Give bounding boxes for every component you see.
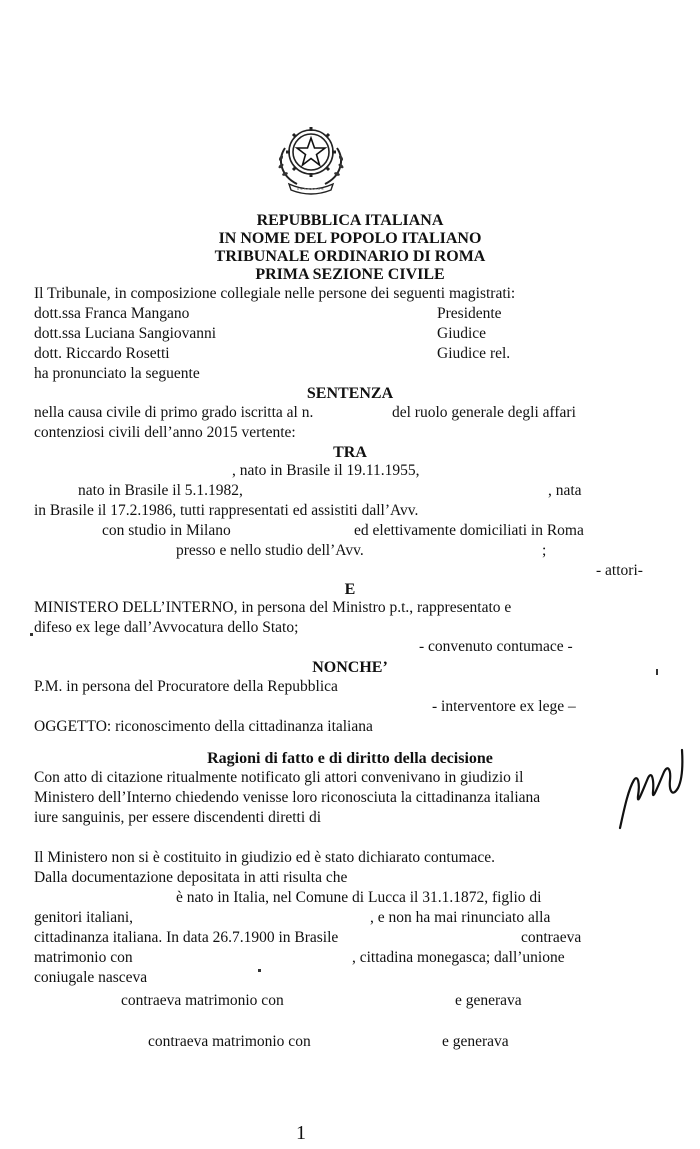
case-line: del ruolo generale degli affari [392,404,576,421]
party-line: con studio in Milano [102,522,231,539]
body-line: Il Ministero non si è costituito in giudizio ed è stato dichiarato contumace. [34,849,496,866]
oggetto-line: OGGETTO: riconoscimento della cittadinanza italiana [34,718,373,735]
body-line: , e non ha mai rinunciato alla [370,909,551,926]
body-line: cittadinanza italiana. In data 26.7.1900 in Brasile [34,929,339,946]
ministero-line: difeso ex lege dall’Avvocatura dello Stato; [34,619,299,636]
party-line: in Brasile il 17.2.1986, tutti rappresentati ed assistiti dall’Avv. [34,502,419,519]
intro-text: Il Tribunale, in composizione collegiale nelle persone dei seguenti magistrati: [34,285,516,302]
party-line: , nato in Brasile il 19.11.1955, [232,462,420,479]
italian-republic-emblem-icon [267,118,355,198]
judge-role: Giudice rel. [437,345,511,362]
ministero-line: MINISTERO DELL’INTERNO, in persona del Ministro p.t., rappresentato e [34,599,512,616]
tra-title: TRA [333,444,367,461]
handwritten-initials [612,740,687,840]
e-title: E [344,581,356,598]
judge-name: dott.ssa Franca Mangano [34,305,190,322]
scan-speck [30,633,33,636]
judge-name: dott.ssa Luciana Sangiovanni [34,325,217,342]
judge-role: Giudice [437,325,487,342]
nonche-title: NONCHE’ [312,659,388,676]
body-line: e generava [455,992,522,1009]
party-line: , nata [548,482,582,499]
header-sezione: PRIMA SEZIONE CIVILE [255,266,445,283]
case-line: nella causa civile di primo grado iscritta al n. [34,404,314,421]
party-line: ed elettivamente domiciliati in Roma [354,522,584,539]
body-line: iure sanguinis, per essere discendenti diretti di [34,809,322,826]
body-line: , cittadina monegasca; dall’unione [352,949,565,966]
body-line: genitori italiani, [34,909,134,926]
judge-role: Presidente [437,305,502,322]
body-line: coniugale nasceva [34,969,148,986]
scan-speck [258,969,261,972]
sentenza-title: SENTENZA [306,385,394,402]
body-line: Con atto di citazione ritualmente notificato gli attori convenivano in giudizio il [34,769,524,786]
body-line: contraeva [521,929,582,946]
party-line: nato in Brasile il 5.1.1982, [78,482,243,499]
party-line: ; [542,542,547,559]
pm-role: - interventore ex lege – [432,698,576,715]
header-tribunale: TRIBUNALE ORDINARIO DI ROMA [214,248,486,265]
pm-line: P.M. in persona del Procuratore della Repubblica [34,678,338,695]
scan-speck [656,669,658,675]
body-line: Dalla documentazione depositata in atti risulta che [34,869,348,886]
header-popolo: IN NOME DEL POPOLO ITALIANO [218,230,482,247]
ministero-role: - convenuto contumace - [419,638,573,655]
body-line: contraeva matrimonio con [148,1033,311,1050]
party-line: presso e nello studio dell’Avv. [176,542,364,559]
ragioni-title: Ragioni di fatto e di diritto della decisione [207,750,493,767]
body-line: Ministero dell’Interno chiedendo venisse loro riconosciuta la cittadinanza italiana [34,789,541,806]
header-republic: REPUBBLICA ITALIANA [256,212,444,229]
pronounced-text: ha pronunciato la seguente [34,365,200,382]
case-line: contenziosi civili dell’anno 2015 vertente: [34,424,296,441]
judge-name: dott. Riccardo Rosetti [34,345,170,362]
body-line: e generava [442,1033,509,1050]
body-line: contraeva matrimonio con [121,992,284,1009]
body-line: è nato in Italia, nel Comune di Lucca il 31.1.1872, figlio di [176,889,542,906]
page-number: 1 [296,1122,306,1144]
party-role: - attori- [596,562,643,579]
body-line: matrimonio con [34,949,133,966]
